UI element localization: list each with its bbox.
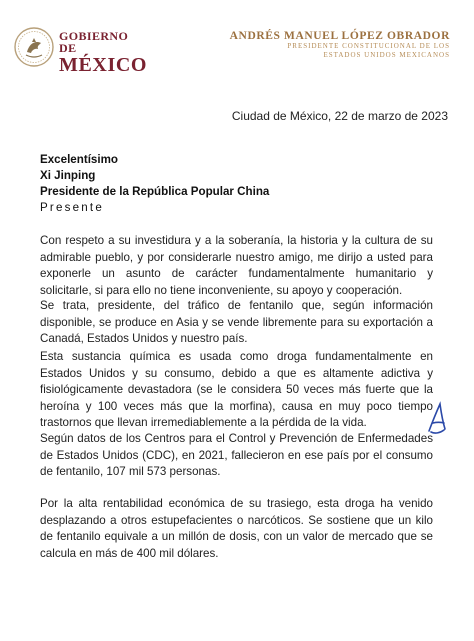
letter-date: Ciudad de México, 22 de marzo de 2023 xyxy=(231,109,448,123)
handwritten-initial-mark xyxy=(426,401,448,435)
gobierno-de-mexico-logo xyxy=(13,26,148,76)
presente: Presente xyxy=(40,201,105,214)
president-name: ANDRÉS MANUEL LÓPEZ OBRADOR xyxy=(229,30,450,42)
president-title-line1: PRESIDENTE CONSTITUCIONAL DE LOS xyxy=(287,42,450,50)
gov-line1: GOBIERNO DE xyxy=(59,29,129,55)
letterhead xyxy=(0,0,474,80)
recipient-name: Xi Jinping xyxy=(40,169,96,182)
national-seal-icon xyxy=(13,26,55,68)
paragraph: Esta sustancia química es usada como droga fundamentalmente en Estados Unidos y su consumo, debido a que es altamente adictiva y fisiológicamente devastadora (se le considera 50 veces más fuerte que la heroína y 100 veces más que la morfina), causa en muy poco tiempo trastornos que llevan irremediablemente a la pérdida de la vida. xyxy=(40,350,433,429)
president-block xyxy=(230,30,450,60)
salutation: Excelentísimo xyxy=(40,153,118,166)
gov-line2: MÉXICO xyxy=(59,54,148,76)
recipient-block xyxy=(40,152,269,216)
paragraph: Según datos de los Centros para el Control y Prevención de Enfermedades de Estados Unidos (CDC), en 2021, fallecieron en ese país por el consumo de fentanilo, 107 mil 573 personas. xyxy=(40,432,433,478)
paragraph: Por la alta rentabilidad económica de su trasiego, esta droga ha venido desplazando a otros estupefacientes o narcóticos. Se sostiene que un kilo de fentanilo equivale a un millón de dosis, con un valor de mercado que se calcula en más de 400 mil dólares. xyxy=(40,497,433,560)
government-wordmark xyxy=(59,30,147,75)
paragraph: Se trata, presidente, del tráfico de fentanilo que, según información disponible, se produce en Asia y se vende libremente para su exportación a Canadá, Estados Unidos y nuestro país. xyxy=(40,299,433,345)
recipient-title: Presidente de la República Popular China xyxy=(40,185,270,198)
paragraph: Con respeto a su investidura y a la soberanía, la historia y la cultura de su admirable pueblo, y por considerarle nuestro amigo, me dirijo a usted para exponerle un asunto de carácter fundamentalmente humanitario y solicitarle, si para ello no tiene inconveniente, su apoyo y cooperación. xyxy=(40,234,433,297)
president-title-line2: ESTADOS UNIDOS MEXICANOS xyxy=(323,51,450,59)
